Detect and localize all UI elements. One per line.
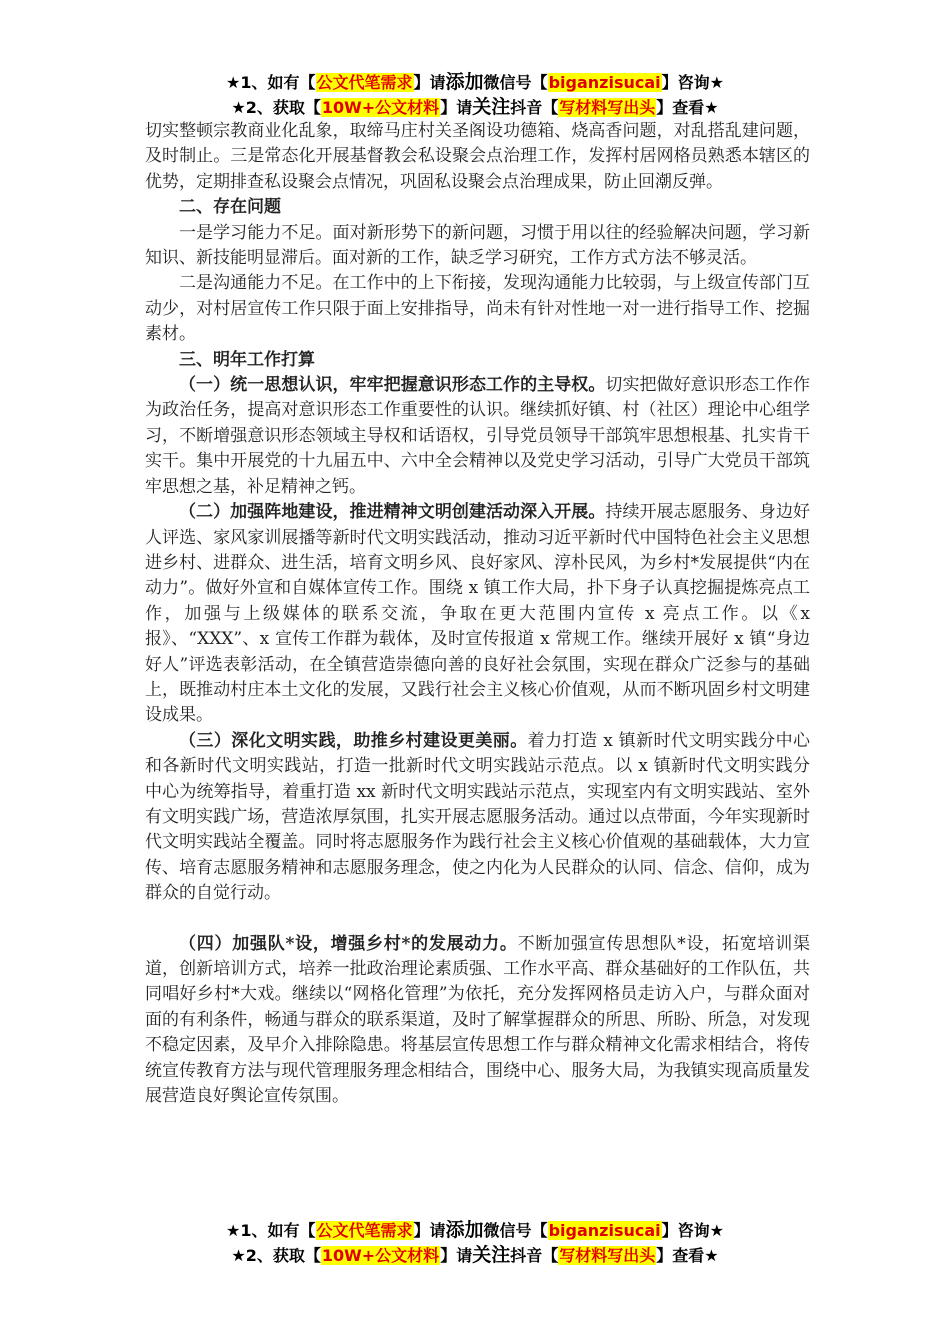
banner-text: 】查看★	[656, 1246, 719, 1265]
banner-text: 】咨询★	[661, 1221, 724, 1240]
banner-highlight: 10W+公文材料	[321, 1246, 440, 1265]
paragraph	[145, 932, 810, 1110]
banner-text: 】查看★	[656, 98, 719, 117]
banner-text: 】请	[440, 98, 473, 117]
banner-highlight: 公文代笔需求	[316, 73, 413, 92]
paragraph-text: 切实把做好意识形态工作作为政治任务，提高对意识形态工作重要性的认识。继续抓好镇、村（社区）理论中心组学习，不断增强意识形态领域主导权和话语权，引导党员领导干部筑牢思想根基、扎实肯干实干。集中开展党的十九届五中、六中全会精神以及党史学习活动，引导广大党员干部筑牢思想之基，补足精神之钙。	[145, 375, 811, 497]
paragraph	[145, 729, 810, 907]
paragraph-text: 不断加强宣传思想队*设，拓宽培训渠道，创新培训方式，培养一批政治理论素质强、工作水平高、群众基础好的工作队伍，共同唱好乡村*大戏。继续以“网格化管理”为依托，充分发挥网格员走访入户，与群众面对面的有利条件，畅通与群众的联系渠道，及时了解掌握群众的所思、所盼、所急，对发现不稳定因素，及早介入排除隐患。将基层宣传思想工作与群众精神文化需求相结合，将传统宣传教育方法与现代管理服务理念相结合，围绕中心、服务大局，为我镇实现高质量发展营造良好舆论宣传氛围。	[145, 933, 810, 1107]
banner-highlight: biganzisucai	[548, 73, 661, 92]
paragraph: 二是沟通能力不足。在工作中的上下衔接，发现沟通能力比较弱，与上级宣传部门互动少，对村居宣传工作只限于面上安排指导，尚未有针对性地一对一进行指导工作、挖掘素材。	[145, 273, 810, 345]
banner-line-1	[0, 1218, 950, 1243]
top-banner	[0, 70, 950, 120]
banner-text: 抖音【	[510, 1246, 559, 1265]
paragraph: 切实整顿宗教商业化乱象，取缔马庄村关圣阁设功德箱、烧高香问题，对乱搭乱建问题，及时制止。三是常态化开展基督教会私设聚会点治理工作，发挥村居网格员熟悉本辖区的优势，定期排查私设聚会点情况，巩固私设聚会点治理成果，防止回潮反弹。	[145, 121, 810, 192]
paragraph	[145, 373, 810, 500]
banner-line-2	[0, 1243, 950, 1268]
paragraph-text: 持续开展志愿服务、身边好人评选、家风家训展播等新时代文明实践活动，推动习近平新时代中国特色社会主义思想进乡村、进群众、进生活，培育文明乡风、良好家风、淳朴民风，为乡村*发展提供“内在动力”。做好外宣和自媒体宣传工作。围绕 x 镇工作大局，扑下身子认真挖掘提炼亮点工作，加强与上级媒体的联系交流，争取在更大范围内宣传 x 亮点工作。以《x 报》、“XXX”、x 宣传工作群为载体，及时宣传报道 x 常规工作。继续开展好 x 镇“身边好人”评选表彰活动，在全镇营造崇德向善的良好社会氛围，实现在群众广泛参与的基础上，既推动村庄本土文化的发展，又践行社会主义核心价值观，从而不断巩固乡村文明建设成果。	[145, 502, 811, 726]
banner-emphasis: 添加	[445, 71, 484, 93]
banner-highlight: 公文代笔需求	[316, 1221, 413, 1240]
section-heading: 三、明年工作打算	[179, 349, 315, 370]
banner-text: 】咨询★	[661, 73, 724, 92]
banner-text: 抖音【	[510, 98, 559, 117]
banner-emphasis: 关注	[472, 96, 511, 118]
document-body	[145, 119, 810, 1109]
paragraph-gap	[145, 907, 810, 932]
banner-text: ★2、获取【	[231, 1246, 321, 1265]
banner-text: ★2、获取【	[231, 98, 321, 117]
banner-highlight: 写材料写出头	[559, 98, 656, 117]
banner-line-1	[0, 70, 950, 95]
banner-text: 】请	[440, 1246, 473, 1265]
banner-line-2	[0, 95, 950, 120]
banner-highlight: biganzisucai	[548, 1221, 661, 1240]
paragraph-lead: （四）加强队*设，增强乡村*的发展动力。	[179, 933, 518, 954]
paragraph-lead: （一）统一思想认识，牢牢把握意识形态工作的主导权。	[179, 375, 606, 396]
banner-emphasis: 添加	[445, 1219, 484, 1241]
banner-highlight: 10W+公文材料	[321, 98, 440, 117]
banner-text: 微信号【	[483, 73, 548, 92]
banner-text: 】请	[413, 73, 446, 92]
section-heading: 二、存在问题	[179, 197, 281, 218]
paragraph-text: 着力打造 x 镇新时代文明实践分中心和各新时代文明实践站，打造一批新时代文明实践站示范点。以 x 镇新时代文明实践分中心为统筹指导，着重打造 xx 新时代文明实践站示范点，实现室内有文明实践站、室外有文明实践广场，营造浓厚氛围，扎实开展志愿服务活动。通过以点带面，今年实现新时代文明实践站全覆盖。同时将志愿服务作为践行社会主义核心价值观的基础载体，大力宣传、培育志愿服务精神和志愿服务理念，使之内化为人民群众的认同、信念、信仰，成为群众的自觉行动。	[145, 730, 810, 904]
banner-text: ★1、如有【	[226, 73, 316, 92]
banner-text: 】请	[413, 1221, 446, 1240]
bottom-banner	[0, 1218, 950, 1268]
paragraph-lead: （二）加强阵地建设，推进精神文明创建活动深入开展。	[179, 502, 606, 523]
banner-text: 微信号【	[483, 1221, 548, 1240]
banner-highlight: 写材料写出头	[559, 1246, 656, 1265]
paragraph-lead: （三）深化文明实践，助推乡村建设更美丽。	[179, 730, 528, 751]
paragraph: 一是学习能力不足。面对新形势下的新问题，习惯于用以往的经验解决问题，学习新知识、新技能明显滞后。面对新的工作，缺乏学习研究，工作方式方法不够灵活。	[145, 222, 810, 269]
banner-emphasis: 关注	[472, 1244, 511, 1266]
paragraph	[145, 500, 810, 729]
banner-text: ★1、如有【	[226, 1221, 316, 1240]
